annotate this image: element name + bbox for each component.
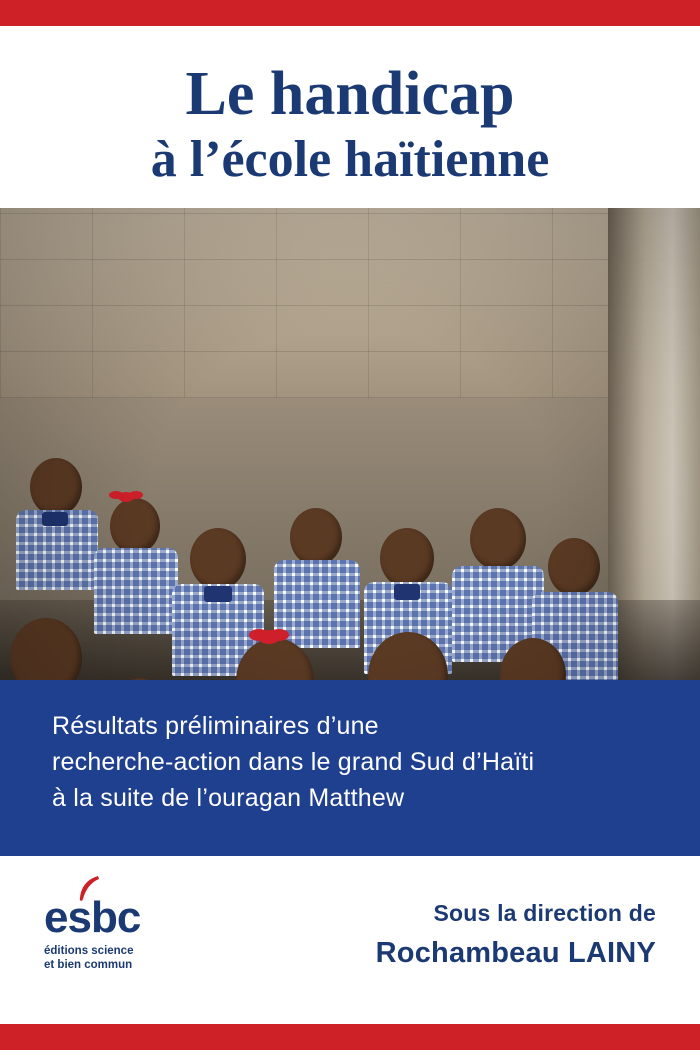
subtitle-line-3: à la suite de l’ouragan Matthew	[52, 784, 405, 812]
publisher-logo	[44, 893, 194, 973]
publisher-tagline-line-1: éditions science	[44, 945, 134, 957]
title-block	[0, 26, 700, 208]
subtitle-line-2: recherche-action dans le grand Sud d’Haïti	[52, 748, 535, 776]
top-red-bar	[0, 0, 700, 26]
book-title-line-2: à l’école haïtienne	[150, 131, 550, 189]
leaf-icon	[78, 876, 100, 902]
book-title-line-1: Le handicap	[185, 60, 515, 128]
author-name: Rochambeau LAINY	[375, 937, 656, 969]
publisher-wordmark: esbc	[44, 893, 141, 942]
subtitle-band	[0, 680, 700, 856]
bottom-red-bar	[0, 1024, 700, 1050]
cover-photograph	[0, 208, 700, 680]
cover-footer	[0, 856, 700, 1024]
direction-label: Sous la direction de	[433, 900, 656, 926]
credits-block	[376, 900, 656, 970]
photo-vignette	[0, 208, 700, 680]
subtitle-line-1: Résultats préliminaires d’une	[52, 712, 379, 740]
publisher-tagline-line-2: et bien commun	[44, 959, 133, 972]
